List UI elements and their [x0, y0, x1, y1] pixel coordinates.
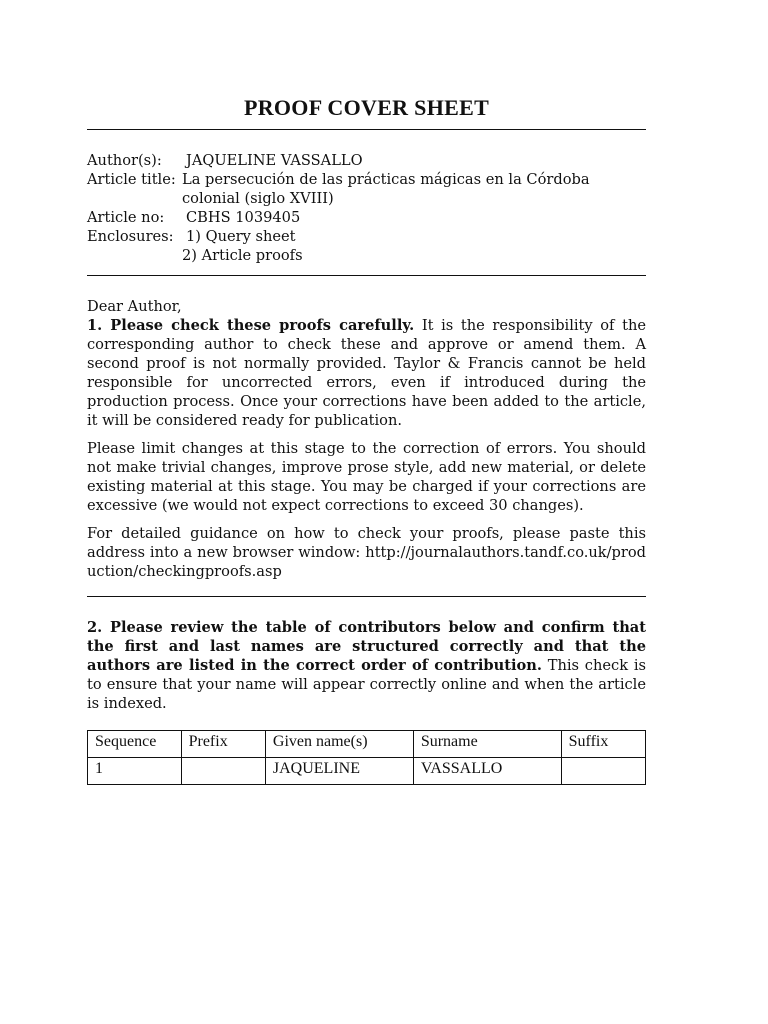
enclosure-item: 2) Article proofs — [182, 247, 303, 264]
section-divider — [87, 596, 646, 597]
point-2-body: This check is to ensure that your name will appear correctly online and when the article is indexed. — [87, 657, 646, 712]
cell-surname: VASSALLO — [413, 758, 561, 785]
table-header-row — [88, 731, 646, 758]
section-divider — [87, 275, 646, 276]
article-title-value — [182, 170, 646, 208]
cell-prefix — [181, 758, 265, 785]
article-no-value: CBHS 1039405 — [186, 209, 301, 226]
column-header-suffix: Suffix — [561, 731, 645, 758]
letter-paragraph — [87, 297, 646, 430]
enclosures-list — [182, 227, 646, 265]
authors-label: Author(s): — [87, 152, 162, 169]
article-metadata — [87, 151, 646, 265]
authors-row — [87, 151, 646, 170]
salutation: Dear Author, — [87, 298, 182, 315]
point-1-body: It is the responsibility of the corresponding author to check these and approve or amend them. A second proof is not normally provided. Taylor & Francis cannot be held responsible for uncorrected errors, even if introduced during the production process. Once your corrections have been added to the article, it will be considered ready for publication. — [87, 317, 646, 429]
limit-changes-paragraph: Please limit changes at this stage to the correction of errors. You should not make trivial changes, improve prose style, add new material, or delete existing material at this stage. You may be charged if your corrections are excessive (we would not expect corrections to exceed 30 changes). — [87, 440, 646, 514]
point-2-heading: 2. Please review the table of contributors below and confirm that the first and last names are structured correctly and that the authors are listed in the correct order of contribution. — [87, 619, 646, 674]
column-header-prefix: Prefix — [181, 731, 265, 758]
contributors-instructions — [87, 618, 646, 713]
guidance-link[interactable]: http://journalauthors.tandf.co.uk/production/checkingproofs.asp — [87, 544, 646, 580]
column-header-surname: Surname — [413, 731, 561, 758]
column-header-sequence: Sequence — [88, 731, 182, 758]
article-title-line-1: La persecución de las prácticas mágicas en la Córdoba — [182, 171, 590, 188]
cell-suffix — [561, 758, 645, 785]
table-row — [88, 758, 646, 785]
title-divider — [87, 129, 646, 130]
letter-body — [87, 297, 646, 581]
guidance-paragraph — [87, 524, 646, 581]
cell-given-names: JAQUELINE — [265, 758, 413, 785]
article-no-row — [87, 208, 646, 227]
article-no-label: Article no: — [87, 209, 165, 226]
point-1-heading: 1. Please check these proofs carefully. — [87, 317, 415, 334]
page-title: PROOF COVER SHEET — [243, 95, 490, 120]
authors-value: JAQUELINE VASSALLO — [186, 152, 363, 169]
article-title-row — [87, 170, 646, 208]
contributors-table — [87, 730, 646, 785]
article-title-line-2: colonial (siglo XVIII) — [182, 190, 334, 207]
guidance-text: For detailed guidance on how to check your proofs, please paste this address into a new browser window: — [87, 525, 646, 561]
enclosures-row — [87, 227, 646, 265]
article-title-label: Article title: — [87, 171, 176, 188]
column-header-given-names: Given name(s) — [265, 731, 413, 758]
proof-cover-sheet — [87, 92, 646, 785]
enclosures-label: Enclosures: — [87, 228, 174, 245]
cell-sequence: 1 — [88, 758, 182, 785]
enclosure-item: 1) Query sheet — [186, 228, 296, 245]
